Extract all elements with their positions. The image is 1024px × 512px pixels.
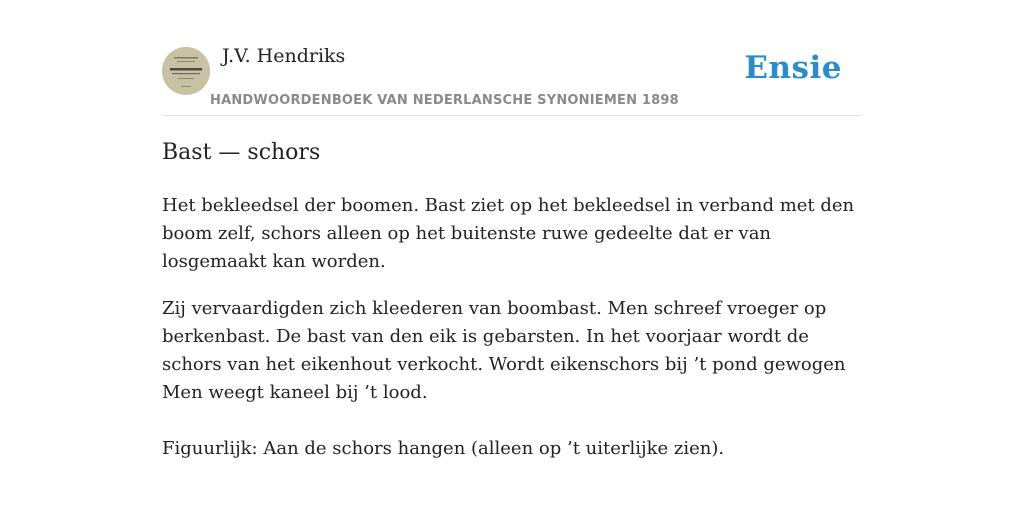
figurative-paragraph: Figuurlijk: Aan de schors hangen (alleen op ’t uiterlijke zien). <box>162 438 725 459</box>
entry-card <box>162 0 862 512</box>
brand-logo[interactable]: Ensie <box>744 50 842 86</box>
author-name[interactable]: J.V. Hendriks <box>222 45 346 67</box>
examples-paragraph: Zij vervaardigden zich kleederen van boombast. Men schreef vroeger op berkenbast. De bast van den eik is gebarsten. In het voorjaar wordt de schors van het eikenhout verkocht. Wordt eikenschors bij ’t pond gewogen Men weegt kaneel bij ’t lood. <box>162 298 846 403</box>
entry-header <box>162 0 862 116</box>
book-cover-avatar-icon[interactable] <box>162 47 210 95</box>
source-title[interactable]: HANDWOORDENBOEK VAN NEDERLANSCHE SYNONIEMEN 1898 <box>210 93 679 108</box>
definition-paragraph: Het bekleedsel der boomen. Bast ziet op het bekleedsel in verband met den boom zelf, schors alleen op het buitenste ruwe gedeelte dat er van losgemaakt kan worden. <box>162 195 855 272</box>
entry-title: Bast — schors <box>162 140 321 165</box>
